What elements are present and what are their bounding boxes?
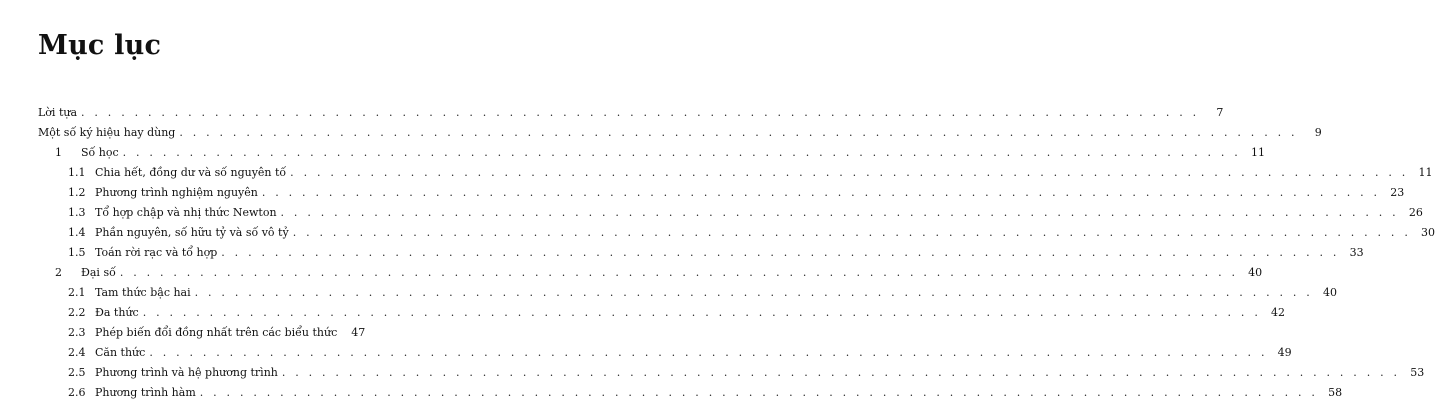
toc-entry-body	[95, 323, 366, 343]
toc-entry-number: 2.3	[68, 326, 86, 339]
toc-entry-page: 23	[1390, 186, 1405, 199]
toc-entry-body	[95, 283, 1337, 303]
toc-entry[interactable]	[0, 323, 400, 343]
toc-entry-page: 47	[351, 326, 366, 339]
toc-entry[interactable]	[0, 383, 1343, 403]
toc-entry[interactable]	[0, 143, 1265, 163]
toc-entry-label: Toán rời rạc và tổ hợp	[95, 246, 218, 259]
toc-entry-body	[38, 103, 1224, 123]
dot-leader	[281, 203, 1399, 223]
toc-entry-page: 40	[1248, 266, 1263, 279]
toc-entry-body	[95, 203, 1423, 223]
toc-entry-number: 2.2	[68, 306, 86, 319]
toc-entry-body	[95, 343, 1292, 363]
toc-entry-label: Tam thức bậc hai	[95, 286, 191, 299]
dot-leader	[149, 343, 1267, 363]
dot-leader	[120, 263, 1238, 283]
toc-entry-body	[95, 363, 1425, 383]
toc-entry-page: 49	[1277, 346, 1292, 359]
toc-entry-body	[38, 123, 1322, 143]
toc-entry-label: Một số ký hiệu hay dùng	[38, 126, 176, 139]
toc-entry-page: 11	[1418, 166, 1433, 179]
toc-entry-page: 26	[1408, 206, 1423, 219]
toc-entry-label: Đa thức	[95, 306, 139, 319]
toc-entry-number: 2.1	[68, 286, 86, 299]
toc-entry-page: 40	[1322, 286, 1337, 299]
toc-entry-body	[95, 163, 1433, 183]
toc-entry[interactable]	[0, 343, 1292, 363]
toc-entry[interactable]	[0, 263, 1263, 283]
toc-entry[interactable]	[0, 243, 1364, 263]
dot-leader	[290, 163, 1408, 183]
toc-entry[interactable]	[0, 203, 1423, 223]
dot-leader	[200, 383, 1318, 403]
toc-entry-label: Chia hết, đồng dư và số nguyên tố	[95, 166, 287, 179]
toc-entry-label: Phần nguyên, số hữu tỷ và số vô tỷ	[95, 226, 289, 239]
toc-entry-number: 1	[55, 146, 62, 159]
toc-entry-number: 1.2	[68, 186, 86, 199]
dot-leader	[123, 143, 1241, 163]
toc-entry-page: 58	[1328, 386, 1343, 399]
toc-entry-number: 2.6	[68, 386, 86, 399]
toc-entry[interactable]	[0, 303, 1286, 323]
toc-entry-body	[95, 243, 1364, 263]
toc-entry-body	[95, 223, 1435, 243]
toc-entry-page: 9	[1314, 126, 1322, 139]
dot-leader	[293, 223, 1411, 243]
toc-entry-label: Đại số	[81, 266, 116, 279]
toc-entry[interactable]	[0, 103, 1224, 123]
toc-entry-body	[95, 303, 1286, 323]
dot-leader	[221, 243, 1339, 263]
toc-entry-label: Phép biến đổi đồng nhất trên các biểu thức	[95, 326, 338, 339]
toc-entry-number: 2.4	[68, 346, 86, 359]
toc-entry-number: 1.5	[68, 246, 86, 259]
toc-entry-page: 7	[1216, 106, 1224, 119]
dot-leader	[81, 103, 1199, 123]
toc-entry-label: Căn thức	[95, 346, 146, 359]
toc-entry-number: 2	[55, 266, 62, 279]
toc-entry-body	[95, 383, 1343, 403]
toc-entry-label: Số học	[81, 146, 119, 159]
toc-entry-label: Lời tựa	[38, 106, 78, 119]
toc-entry-page: 33	[1349, 246, 1364, 259]
toc-entry-body	[95, 183, 1405, 203]
toc-entry[interactable]	[0, 363, 1425, 383]
toc-entry[interactable]	[0, 163, 1433, 183]
dot-leader	[179, 123, 1297, 143]
toc-entry-label: Phương trình và hệ phương trình	[95, 366, 278, 379]
dot-leader	[282, 363, 1400, 383]
toc-entry-label: Tổ hợp chập và nhị thức Newton	[95, 206, 277, 219]
toc-entry[interactable]	[0, 283, 1337, 303]
toc-entry-label: Phương trình hàm	[95, 386, 196, 399]
dot-leader	[143, 303, 1261, 323]
toc-entry-number: 1.1	[68, 166, 86, 179]
dot-leader	[195, 283, 1313, 303]
toc-entry-body	[81, 263, 1263, 283]
page-title: Mục lục	[38, 30, 162, 61]
toc-entry[interactable]	[0, 183, 1405, 203]
toc-entry-page: 30	[1421, 226, 1435, 239]
toc-entry-number: 2.5	[68, 366, 86, 379]
toc-entry[interactable]	[0, 223, 1435, 243]
toc-entry-page: 53	[1410, 366, 1425, 379]
toc-entry-page: 11	[1250, 146, 1265, 159]
toc-entry-page: 42	[1271, 306, 1286, 319]
toc-entry-number: 1.4	[68, 226, 86, 239]
toc-entry-number: 1.3	[68, 206, 86, 219]
dot-leader	[262, 183, 1380, 203]
toc-entry[interactable]	[0, 123, 1322, 143]
toc-entry-body	[81, 143, 1265, 163]
toc-entry-label: Phương trình nghiệm nguyên	[95, 186, 258, 199]
